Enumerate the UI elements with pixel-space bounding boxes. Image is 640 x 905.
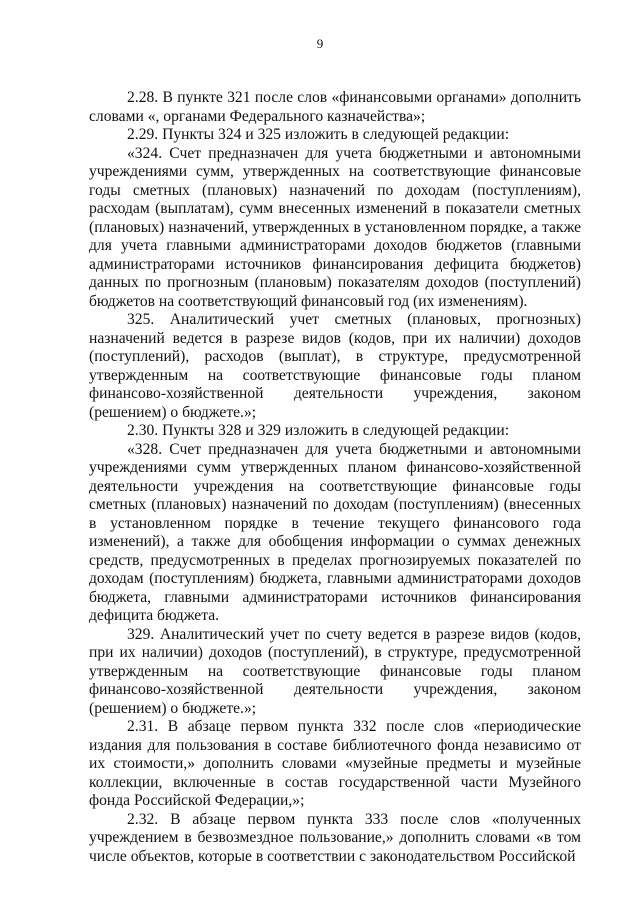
- paragraph-329: 329. Аналитический учет по счету ведется в разрезе видов (кодов, при их наличии) доходов (поступлений), в структуре, предусмотренной утвержденным на соответствующие финансовые годы планом финансово-хозяйственной деятельности учреждения, законом (решением) о бюджете.»;: [89, 625, 581, 717]
- document-body: [89, 89, 581, 866]
- paragraph-324: «324. Счет предназначен для учета бюджетными и автономными учреждениями сумм, утвержденных на соответствующие финансовые годы сметных (плановых) назначений по доходам (поступлениям), расходам (выплатам), сумм внесенных изменений в показатели сметных (плановых) назначений, утвержденных в установленном порядке, а также для учета главными администраторами доходов бюджетов (главными администраторами источников финансирования дефицита бюджетов) данных по прогнозным (плановым) показателям доходов (поступлений) бюджетов на соответствующий финансовый год (их изменениям).: [89, 144, 581, 310]
- paragraph-328: «328. Счет предназначен для учета бюджетными и автономными учреждениями сумм утвержденных планом финансово-хозяйственной деятельности учреждения на соответствующие финансовые годы сметных (плановых) назначений по доходам (поступлениям) (внесенных в установленном порядке в течение текущего финансового года изменений), а также для обобщения информации о суммах денежных средств, предусмотренных в пределах прогнозируемых показателей по доходам (поступлениям) бюджета, главными администраторами доходов бюджета, главными администраторами источников финансирования дефицита бюджета.: [89, 440, 581, 624]
- paragraph-2-28: 2.28. В пункте 321 после слов «финансовыми органами» дополнить словами «, органами Федерального казначейства»;: [89, 89, 581, 125]
- paragraph-2-29: 2.29. Пункты 324 и 325 изложить в следующей редакции:: [127, 126, 510, 143]
- page-number: 9: [316, 36, 324, 51]
- paragraph-325: 325. Аналитический учет сметных (плановых, прогнозных) назначений ведется в разрезе видов (кодов, при их наличии) доходов (поступлений), расходов (выплат), в структуре, предусмотренной утвержденным на соответствующие финансовые годы планом финансово-хозяйственной деятельности учреждения, законом (решением) о бюджете.»;: [89, 311, 581, 421]
- paragraph-2-30: 2.30. Пункты 328 и 329 изложить в следующей редакции:: [127, 422, 510, 439]
- paragraph-2-31: 2.31. В абзаце первом пункта 332 после слов «периодические издания для пользования в составе библиотечного фонда независимо от их стоимости,» дополнить словами «музейные предметы и музейные коллекции, включенные в состав государственной части Музейного фонда Российской Федерации,»;: [89, 718, 581, 809]
- paragraph-2-32: 2.32. В абзаце первом пункта 333 после слов «полученных учреждением в безвозмездное пользование,» дополнить словами «в том числе объектов, которые в соответствии с законодательством Российской: [89, 810, 581, 865]
